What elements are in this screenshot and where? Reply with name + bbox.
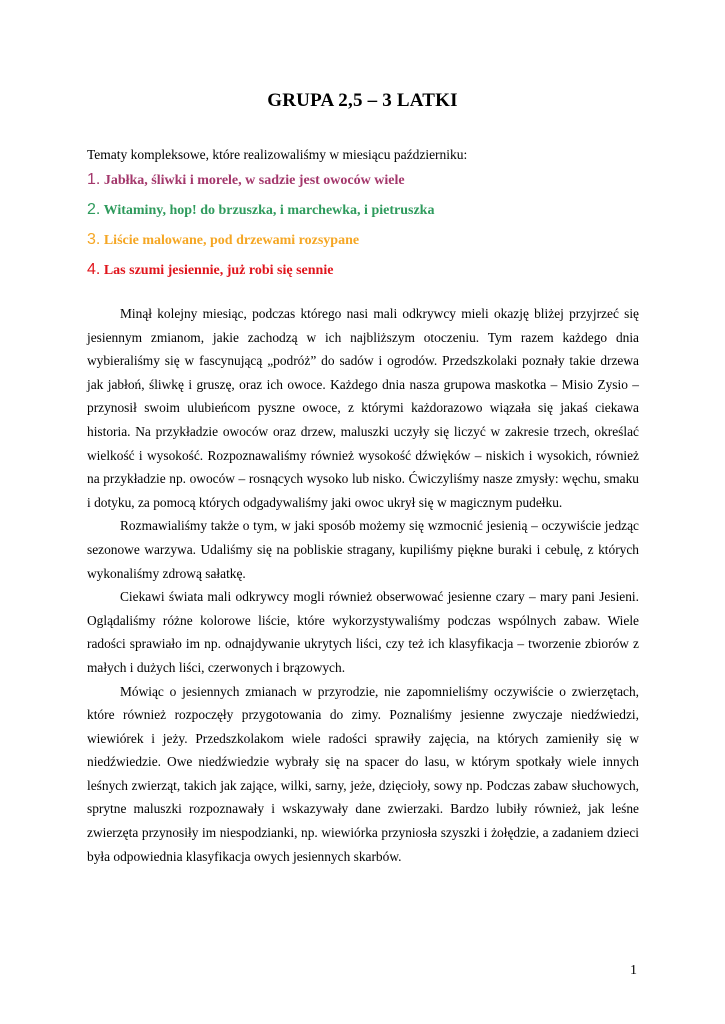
topic-item-1 <box>87 171 405 189</box>
topic-item-2 <box>87 201 434 219</box>
topic-number: 1. <box>87 171 101 188</box>
page-number: 1 <box>630 963 637 978</box>
page-title: GRUPA 2,5 – 3 LATKI <box>267 90 458 111</box>
paragraph: Ciekawi świata mali odkrywcy mogli również obserwować jesienne czary – mary pani Jesieni. Oglądaliśmy różne kolorowe liście, które wykorzystywaliśmy podczas wspólnych zabaw. Wiele radości sprawiało im np. odnajdywanie ukrytych liści, czy też ich klasyfikacja – tworzenie zbiorów z małych i dużych liści, czerwonych i brązowych. <box>87 589 639 675</box>
topic-text: Jabłka, śliwki i morele, w sadzie jest owoców wiele <box>103 173 405 188</box>
topic-number: 3. <box>87 231 101 248</box>
topic-item-4 <box>87 261 333 279</box>
paragraph: Mówiąc o jesiennych zmianach w przyrodzie, nie zapomnieliśmy oczywiście o zwierzętach, które również rozpoczęły przygotowania do zimy. Poznaliśmy jesienne zwyczaje niedźwiedzi, wiewiórek i jeży. Przedszkolakom wiele radości sprawiły zajęcia, na których zamieniły się w niedźwiedzie. Owe niedźwiedzie wybrały się na spacer do lasu, w którym spotkały wiele innych leśnych zwierząt, takich jak zające, wilki, sarny, jeże, dzięcioły, sowy np. Podczas zabaw słuchowych, sprytne maluszki rozpoznawały i wskazywały dane zwierzaki. Bardzo lubiły również, jak leśne zwierzęta przynosiły im niespodzianki, np. wiewiórka przyniosła szyszki i żołędzie, a zadaniem dzieci była odpowiednia klasyfikacja owych jesiennych skarbów. <box>87 683 639 864</box>
topic-text: Las szumi jesiennie, już robi się sennie <box>103 263 334 278</box>
topic-number: 2. <box>87 201 101 218</box>
topic-text: Liście malowane, pod drzewami rozsypane <box>103 233 360 248</box>
paragraph: Minął kolejny miesiąc, podczas którego nasi mali odkrywcy mieli okazję bliżej przyjrzeć się jesiennym zmianom, jakie zachodzą w ich najbliższym otoczeniu. Tym razem każdego dnia wybieraliśmy się w fascynującą „podróż” do sadów i ogrodów. Przedszkolaki poznały takie drzewa jak jabłoń, śliwkę i gruszę, oraz ich owoce. Każdego dnia nasza grupowa maskotka – Misio Zysio – przynosił swoim ulubieńcom pyszne owoce, z którymi każdorazowo wiązała się jakaś ciekawa historia. Na przykładzie owoców oraz drzew, maluszki uczyły się liczyć w zakresie trzech, określać wielkość i wysokość. Rozpoznawaliśmy również wysokość dźwięków – niskich i wysokich, również na przykładzie np. owoców – rosnących wysoko lub nisko. Ćwiczyliśmy nasze zmysły: węchu, smaku i dotyku, za pomocą których odgadywaliśmy jaki owoc ukrył się w magicznym pudełku. <box>87 306 639 510</box>
intro-text: Tematy kompleksowe, które realizowaliśmy w miesiącu październiku: <box>87 147 468 162</box>
topic-number: 4. <box>87 261 101 278</box>
topic-text: Witaminy, hop! do brzuszka, i marchewka, i pietruszka <box>103 203 435 218</box>
paragraph: Rozmawialiśmy także o tym, w jaki sposób możemy się wzmocnić jesienią – oczywiście jedząc sezonowe warzywa. Udaliśmy się na pobliskie stragany, kupiliśmy piękne buraki i cebulę, z których wykonaliśmy zdrową sałatkę. <box>87 518 639 581</box>
topic-item-3 <box>87 231 359 249</box>
body-text <box>87 302 639 868</box>
